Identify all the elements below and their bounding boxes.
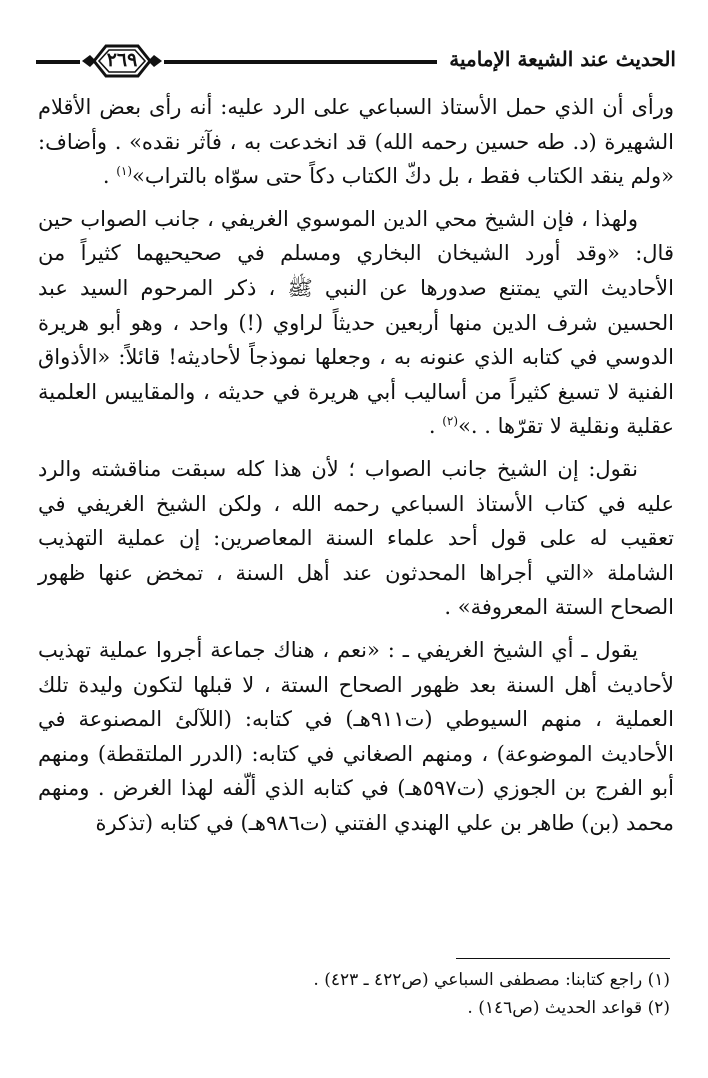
footnote: (٢) قواعد الحديث (ص١٤٦) . xyxy=(467,998,670,1018)
footnote: (١) راجع كتابنا: مصطفى السباعي (ص٤٢٢ ـ ٤٢٣) . xyxy=(313,970,670,990)
footnote-separator xyxy=(456,958,670,959)
paragraph-text: يقول ـ أي الشيخ الغريفي ـ : «نعم ، هناك جماعة أجروا عملية تهذيب لأحاديث أهل السنة بعد ظهور الصحاح الستة ، لا قبلها لتكون وليدة تلك العملية ، منهم السيوطي (ت٩١١هـ) في كتابه: (اللآلئ المصنوعة في الأحاديث الموضوعة) ، ومنهم الصغاني في كتابه: (الدرر الملتقطة) ومنهم أبو الفرج بن الجوزي (ت٥٩٧هـ) في كتابه الذي ألّفه لهذا الغرض . ومنهم محمد (بن) طاهر بن علي الهندي الفتني (ت٩٨٦هـ) في كتابه (تذكرة xyxy=(38,637,674,835)
page-number-frame xyxy=(80,40,164,82)
paragraph-text: ورأى أن الذي حمل الأستاذ السباعي على الرد عليه: أنه رأى بعض الأقلام الشهيرة (د. طه حسين رحمه الله) قد انخدعت به ، فآثر نقده» . وأضاف: «ولم ينقد الكتاب فقط ، بل دكّ الكتاب دكاً حتى سوّاه بالتراب» xyxy=(38,95,674,189)
paragraph xyxy=(38,452,674,625)
paragraph-text: نقول: إن الشيخ جانب الصواب ؛ لأن هذا كله سبقت مناقشته والرد عليه في كتاب الأستاذ السباعي رحمه الله ، ولكن الشيخ الغريفي في تعقيب له على قول أحد علماء السنة المعاصرين: إن عملية التهذيب الشاملة «التي أجراها المحدثون عند أهل السنة ، تمخض عنها ظهور الصحاح الستة المعروفة» . xyxy=(38,456,674,620)
footnote-ref[interactable]: (٢) xyxy=(442,414,459,429)
page-number: ٢٦٩ xyxy=(106,49,138,71)
paragraph-text: ولهذا ، فإن الشيخ محي الدين الموسوي الغريفي ، جانب الصواب حين قال: «وقد أورد الشيخان البخاري ومسلم في صحيحيهما كثيراً من الأحاديث التي يمتنع صدورها عن النبي ﷺ ، ذكر المرحوم السيد عبد الحسين شرف الدين منها أربعين حديثاً لراوي (!) واحد ، وهو أبو هريرة الدوسي في كتابه الذي عنونه به ، وجعلها نموذجاً لأحاديثه! قائلاً: «الأذواق الفنية لا تسيغ كثيراً من أساليب أبي هريرة في حديثه ، والمقاييس العلمية عقلية ونقلية لا تقرّها . .» xyxy=(38,206,674,439)
page-header xyxy=(36,40,676,80)
paragraph xyxy=(38,633,674,841)
paragraph xyxy=(38,90,674,194)
paragraph-tail: . xyxy=(428,414,443,439)
running-title: الحديث عند الشيعة الإمامية xyxy=(437,44,676,74)
paragraph-tail: . xyxy=(102,164,117,189)
paragraph xyxy=(38,202,674,444)
footnote-ref[interactable]: (١) xyxy=(116,164,133,179)
main-text xyxy=(38,90,674,848)
footnotes xyxy=(34,966,670,1022)
